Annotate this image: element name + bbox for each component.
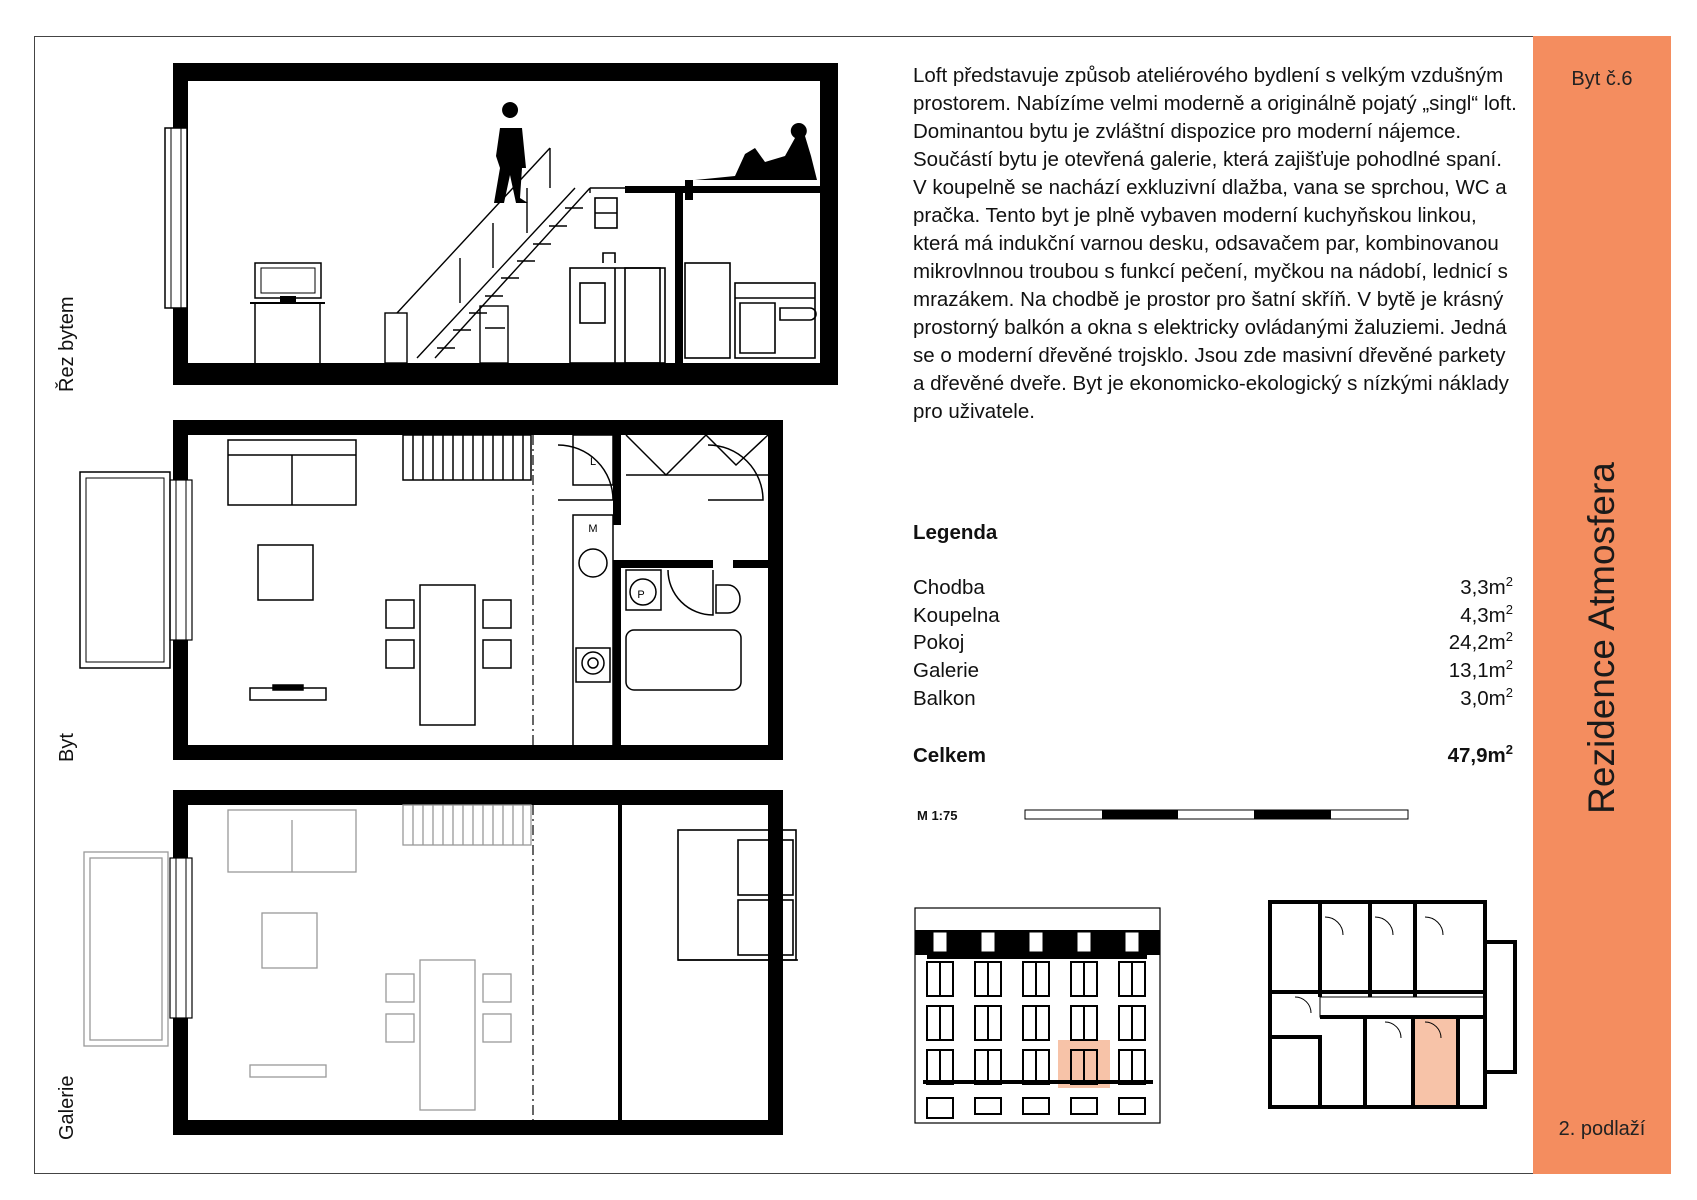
legend-row: Koupelna $4,3m^2$ bbox=[913, 602, 1513, 627]
apartment-label: Byt bbox=[56, 733, 78, 762]
building-facade bbox=[915, 900, 1160, 1130]
legend-row: Pokoj $24,2m^2$ bbox=[913, 629, 1513, 654]
legend-row: Chodba $3,3m^2$ bbox=[913, 574, 1513, 599]
apartment-plan bbox=[78, 420, 858, 762]
room-area: 24,2m bbox=[1448, 631, 1506, 654]
room-name: Chodba bbox=[913, 576, 985, 599]
legend-row: Balkon $3,0m^2$ bbox=[913, 685, 1513, 710]
sidebar bbox=[1533, 36, 1671, 1174]
floor-key-plan bbox=[1265, 897, 1520, 1132]
project-name: Rezidence Atmosfera bbox=[1581, 462, 1622, 814]
room-name: Pokoj bbox=[913, 631, 965, 654]
description: Loft představuje způsob ateliérového bydlení s velkým vzdušným prostorem. Nabízíme velmi moderně a originálně pojatý „singl“ loft. Dominantou bytu je zvláštní dispozice pro moderní nájemce. Součástí bytu je otevřená galerie, která zajišťuje pohodlné spaní. V koupelně se nachází exkluzivní dlažba, vana se sprchou, WC a pračka. Tento byt je plně vybaven moderní kuchyňskou linkou, která má indukční varnou desku, odsavačem par, kombinovanou mikrovlnnou troubou s funkcí pečení, myčkou na nádobí, lednicí s mrazákem. Na chodbě je prostor pro šatní skříň. V bytě je krásný prostorný balkón a okna s elektricky ovládanými žaluziemi. Jedná se o moderní dřevěné trojsklo. Jsou zde masivní dřevěné parkety a dřevěné dveře. Byt je ekonomicko-ekologický s nízkými náklady pro uživatele. bbox=[913, 64, 1517, 423]
gallery-plan bbox=[78, 790, 858, 1135]
scale-bar bbox=[1025, 809, 1410, 821]
room-area: 3,0m bbox=[1460, 687, 1506, 710]
room-mark-l: L bbox=[589, 456, 597, 468]
unit-number: Byt č.6 bbox=[1571, 68, 1633, 90]
floor-label: 2. podlaží bbox=[1558, 1118, 1646, 1140]
section-label: Řez bytem bbox=[56, 296, 78, 392]
room-name: Galerie bbox=[913, 659, 980, 682]
total-area: 47,9m bbox=[1447, 744, 1506, 767]
room-area: 13,1m bbox=[1448, 659, 1506, 682]
room-mark-m: M bbox=[588, 523, 598, 535]
legend-title: Legenda bbox=[913, 521, 998, 544]
room-name: Balkon bbox=[913, 687, 976, 710]
total-name: Celkem bbox=[913, 744, 986, 767]
room-mark-p: P bbox=[637, 589, 645, 601]
scale-label: M 1:75 bbox=[917, 808, 958, 823]
section-drawing bbox=[155, 58, 855, 390]
room-area: 4,3m bbox=[1460, 604, 1506, 627]
gallery-label: Galerie bbox=[56, 1075, 78, 1140]
room-area: 3,3m bbox=[1460, 576, 1506, 599]
legend-total: Celkem $47,9m^2$ bbox=[913, 742, 1513, 767]
legend-row: Galerie $13,1m^2$ bbox=[913, 657, 1513, 682]
room-name: Koupelna bbox=[913, 604, 1000, 627]
